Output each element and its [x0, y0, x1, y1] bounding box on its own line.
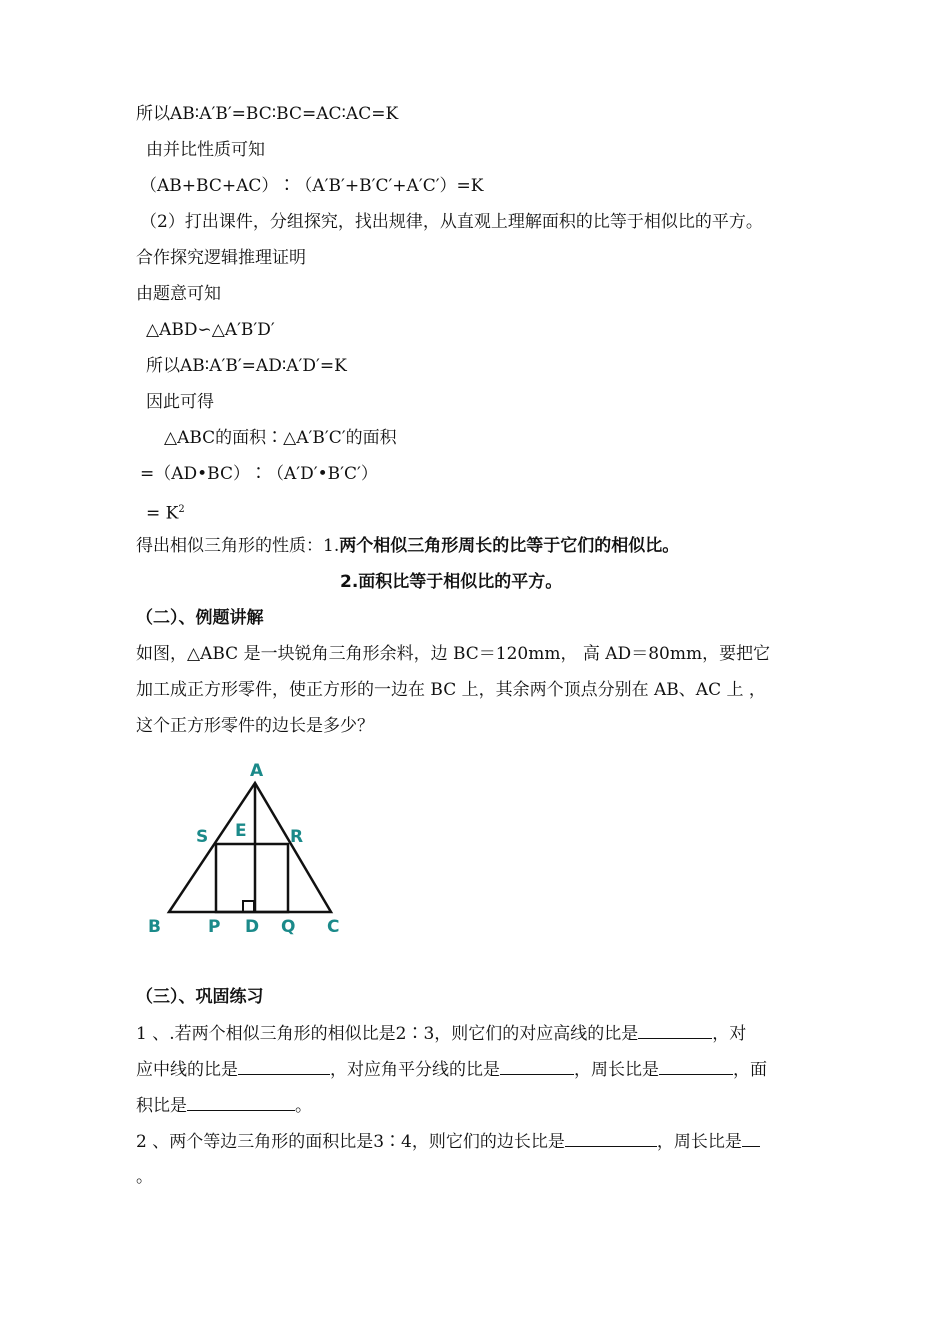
property-label: 得出相似三角形的性质：1.: [136, 536, 340, 556]
answer-blank[interactable]: [565, 1130, 657, 1147]
paragraph-line: 如图，△ABC 是一块锐角三角形余料，边 BC＝120mm， 高 AD＝80mm，要把它: [136, 644, 771, 664]
label-b: B: [148, 917, 161, 937]
exercise-line: [136, 1130, 760, 1153]
label-c: C: [327, 917, 340, 937]
label-p: P: [208, 917, 221, 937]
equation-text: = K: [146, 503, 179, 524]
text-line: 合作探究逻辑推理证明: [136, 248, 306, 268]
label-d: D: [245, 917, 260, 937]
answer-blank[interactable]: [659, 1058, 733, 1075]
property-1: 两个相似三角形周长的比等于它们的相似比。: [339, 536, 680, 556]
text-line: 所以AB∶A′B′=AD∶A′D′=K: [146, 356, 347, 376]
triangle-figure: [138, 752, 358, 942]
right-angle-mark: [243, 901, 254, 912]
label-s: S: [196, 827, 209, 847]
label-q: Q: [281, 917, 296, 937]
exercise-text: ，对: [712, 1024, 747, 1044]
exercise-text: ，周长比是: [574, 1060, 659, 1080]
exercise-text: 积比是: [136, 1096, 187, 1116]
answer-blank[interactable]: [238, 1058, 330, 1075]
triangle-abc: [169, 783, 331, 912]
answer-blank[interactable]: [187, 1094, 295, 1111]
text-line: =（AD•BC）∶（A′D′•B′C′）: [140, 464, 378, 484]
superscript: 2: [178, 504, 185, 515]
answer-blank[interactable]: [500, 1058, 574, 1075]
exercise-text: 应中线的比是: [136, 1060, 238, 1080]
answer-blank[interactable]: [742, 1130, 760, 1147]
section-heading: （三）、巩固练习: [136, 987, 264, 1007]
label-a: A: [250, 761, 264, 781]
answer-blank[interactable]: [638, 1022, 712, 1039]
text-line: 因此可得: [146, 392, 214, 412]
label-r: R: [290, 827, 304, 847]
exercise-line: [136, 1022, 746, 1045]
text-line: 由并比性质可知: [146, 140, 265, 160]
exercise-text: ，对应角平分线的比是: [330, 1060, 500, 1080]
property-2: 2.面积比等于相似比的平方。: [340, 572, 563, 592]
exercise-text: ，面: [733, 1060, 767, 1080]
text-line: （AB+BC+AC）∶（A′B′+B′C′+A′C′）=K: [140, 176, 484, 196]
label-e: E: [235, 821, 247, 841]
exercise-line: 。: [136, 1167, 153, 1187]
text-line: [136, 535, 679, 557]
paragraph-line: 这个正方形零件的边长是多少？: [136, 716, 374, 736]
exercise-text: ，周长比是: [656, 1132, 742, 1152]
exercise-line: [136, 1094, 312, 1117]
exercise-text: 。: [295, 1096, 312, 1116]
text-line: 所以AB∶A′B′=BC∶BC=AC∶AC=K: [136, 104, 399, 124]
paragraph-line: 加工成正方形零件，使正方形的一边在 BC 上，其余两个顶点分别在 AB、AC 上 ，: [136, 680, 766, 700]
exercise-line: [136, 1058, 767, 1081]
text-line: [146, 499, 185, 525]
text-line: △ABD∽△A′B′D′: [146, 320, 275, 340]
text-line: 由题意可知: [136, 284, 221, 304]
section-heading: （二）、例题讲解: [136, 608, 264, 628]
exercise-text: 2 、两个等边三角形的面积比是3∶4，则它们的边长比是: [136, 1132, 565, 1152]
text-line: △ABC的面积∶△A′B′C′的面积: [164, 428, 397, 448]
exercise-text: 1 、.若两个相似三角形的相似比是2∶3，则它们的对应高线的比是: [136, 1024, 639, 1044]
text-line: （2）打出课件，分组探究，找出规律，从直观上理解面积的比等于相似比的平方。: [140, 212, 763, 232]
